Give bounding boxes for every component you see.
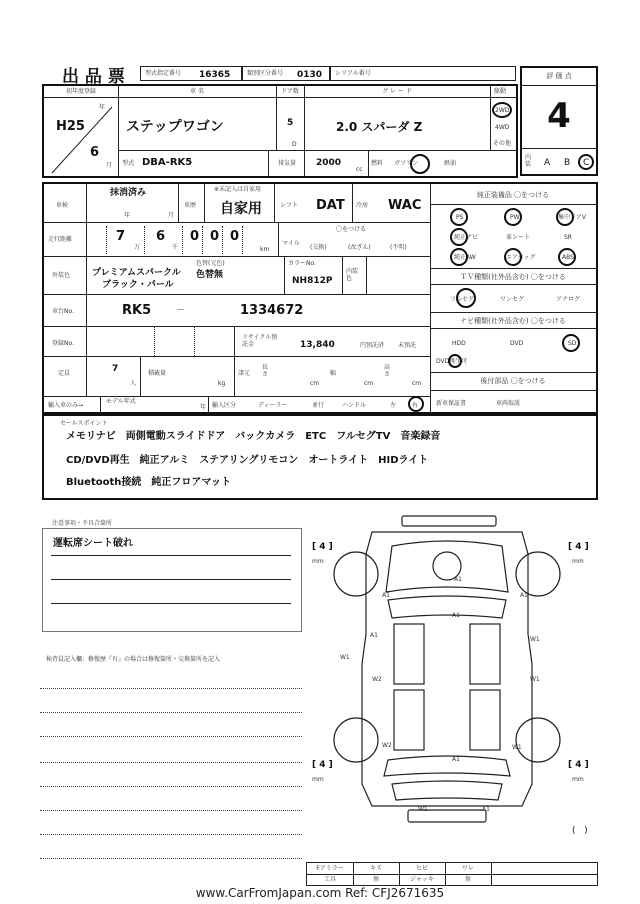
left-label: 左 xyxy=(390,402,397,409)
mileage-digit-1: 7 xyxy=(116,229,126,244)
parallel-label: 並行 xyxy=(312,402,325,409)
month-unit: 月 xyxy=(106,162,113,169)
option-airbag: エアバッグ xyxy=(506,254,536,261)
load-label: 積載量 xyxy=(148,370,167,377)
recycle-label: リサイクル預託金 xyxy=(242,334,278,348)
notes-label: 注意事項・不具合箇所 xyxy=(52,520,113,527)
color-note: 色替(元色) xyxy=(196,260,225,267)
navi-dvd-play-circle xyxy=(448,354,462,368)
score-box xyxy=(520,66,598,176)
tread-rear-left-unit: mm xyxy=(312,776,324,783)
tread-front-left-unit: mm xyxy=(312,558,324,565)
option-pw: PW xyxy=(510,214,520,221)
chassis-prefix: RK5 xyxy=(122,303,152,318)
post-title: 後付部品 〇をつける xyxy=(480,377,546,385)
tread-rear-left: [ 4 ] xyxy=(312,760,333,770)
interior-color-label: 内装色 xyxy=(346,268,359,282)
serial-number-cell xyxy=(330,66,516,81)
interior-c-circle xyxy=(578,154,594,170)
color-code: NH812P xyxy=(292,276,333,286)
color-name-2: ブラック・パール xyxy=(102,280,174,290)
damage-mark-rl-fender: W2 xyxy=(382,742,392,749)
drive-other: その他 xyxy=(493,140,512,147)
vehicle-block xyxy=(42,84,518,178)
load-unit: kg xyxy=(218,380,226,387)
post-manual: 車両取説 xyxy=(496,400,521,407)
year-unit: 年 xyxy=(99,104,106,111)
sen-unit: 千 xyxy=(172,244,179,251)
length-label: 長さ xyxy=(262,364,269,378)
color-name-1: プレミアムスパークル xyxy=(92,268,181,278)
class-number-cell xyxy=(242,66,330,81)
grade-value: 2.0 スパーダ Z xyxy=(336,120,423,134)
width-unit: cm xyxy=(364,380,374,387)
legend-value-4: 無 xyxy=(464,876,471,883)
grade-label: グ レ ー ド xyxy=(382,88,412,95)
title-month-unit: 月 xyxy=(168,212,175,219)
model-value: DBA-RK5 xyxy=(142,157,193,168)
form-number-label: 型式指定番号 xyxy=(145,70,182,77)
selling-points-label: セールスポイント xyxy=(60,420,108,427)
option-central-lock: 集中ドアV xyxy=(558,214,586,221)
legend-header-3: ヒビ xyxy=(415,865,428,872)
fuel-gasoline: ガソリン xyxy=(394,160,419,167)
post-warranty: 新車保証書 xyxy=(436,400,467,407)
legend-table xyxy=(306,862,598,886)
chassis-label: 車台No. xyxy=(52,308,74,315)
form-number-cell xyxy=(140,66,242,81)
model-year-unit: 年 xyxy=(200,404,207,411)
chassis-dash: － xyxy=(176,306,186,316)
height-unit: cm xyxy=(412,380,422,387)
damage-mark-tailgate: A1 xyxy=(452,756,460,763)
mileage-digit-5: 0 xyxy=(230,229,240,244)
option-abs-circle xyxy=(558,248,576,266)
legend-value-1: 工具 xyxy=(323,876,336,883)
option-central-lock-circle xyxy=(556,208,574,226)
cc-unit: cc xyxy=(356,166,363,173)
km-unit: km xyxy=(260,246,270,253)
handle-label: ハンドル xyxy=(342,402,367,409)
form-number: 16365 xyxy=(199,70,231,80)
mileage-digit-4: 0 xyxy=(210,229,220,244)
exchange-label: (交換) xyxy=(310,244,327,251)
modified-label: (改ざん) xyxy=(348,244,371,251)
interior-a: A xyxy=(544,158,551,168)
damage-mark-rear-bumper-right: A1 xyxy=(482,806,490,813)
navi-hdd: HDD xyxy=(452,340,466,347)
legend-header-4: ワレ xyxy=(461,865,474,872)
navi-dvd: DVD xyxy=(510,340,524,347)
damage-mark-rear-bumper-left: W1 xyxy=(418,806,428,813)
tread-front-left: [ 4 ] xyxy=(312,542,333,552)
tread-rear-right: [ 4 ] xyxy=(568,760,589,770)
mileage-label: 走行距離 xyxy=(48,236,73,243)
damage-mark-rl-door: W2 xyxy=(372,676,382,683)
right-circle xyxy=(408,396,424,412)
dims-label: 諸元 xyxy=(238,370,251,377)
drive-2wd: 2WD xyxy=(495,107,510,114)
tread-rear-right-unit: mm xyxy=(572,776,584,783)
color-label: 外装色 xyxy=(52,272,71,279)
navi-dvd-play: DVD再生可 xyxy=(436,358,468,365)
man-unit: 万 xyxy=(134,244,141,251)
mile-mark: 〇をつける xyxy=(336,226,367,233)
tread-spare-bracket: ( ) xyxy=(572,826,588,836)
damage-mark-left-sill: W1 xyxy=(340,654,350,661)
sheet-title: 出 品 票 xyxy=(62,67,125,87)
tv-oneseg: ワンセグ xyxy=(500,296,525,303)
footer-watermark: www.CarFromJapan.com Ref: CFJ2671635 xyxy=(195,886,445,900)
color-code-label: カラーNo. xyxy=(288,260,316,267)
shift-value: DAT xyxy=(316,198,345,213)
details-block xyxy=(42,182,598,414)
damage-mark-fl-fender: A1 xyxy=(382,592,390,599)
navi-title: ナビ種類(社外品含む) 〇をつける xyxy=(460,317,566,325)
option-abs: ABS xyxy=(562,254,574,261)
damage-mark-fr-fender: A1 xyxy=(520,592,528,599)
notes-line-1: 運転席シート破れ xyxy=(53,538,133,549)
title-year-unit: 年 xyxy=(124,212,131,219)
option-navi: 純正ナビ xyxy=(454,234,479,241)
usage-label: 車歴 xyxy=(184,202,197,209)
damage-mark-rr-fender: W1 xyxy=(512,744,522,751)
ac-label: 冷房 xyxy=(356,202,369,209)
tread-front-right: [ 4 ] xyxy=(568,542,589,552)
fuel-label: 燃料 xyxy=(371,160,384,167)
ac-value: WAC xyxy=(388,198,422,213)
selling-point-line-3: Bluetooth接続 純正フロアマット xyxy=(66,477,231,488)
first-reg-year: H25 xyxy=(56,119,85,134)
width-label: 幅 xyxy=(330,370,337,377)
height-label: 高さ xyxy=(384,364,391,378)
recycle-unit: 円預託済 xyxy=(360,342,385,349)
doors-value: 5 xyxy=(287,118,294,128)
seats-label: 定員 xyxy=(58,370,71,377)
right-label: 右 xyxy=(412,402,419,409)
doors-label: ドア数 xyxy=(281,88,299,95)
mileage-digit-3: 0 xyxy=(190,229,200,244)
recycle-amount: 13,840 xyxy=(300,340,335,350)
reg-label: 登録No. xyxy=(52,340,74,347)
options-title: 純正装備品 〇をつける xyxy=(476,191,550,199)
legend-header-2: キズ xyxy=(370,865,382,872)
displacement-label: 排気量 xyxy=(278,160,297,167)
selling-points-box xyxy=(42,414,598,500)
model-year-label: モデル年式 xyxy=(106,398,136,405)
legend-value-2: 無 xyxy=(372,876,379,883)
first-reg-month: 6 xyxy=(90,145,100,160)
serial-number-label: シリアル番号 xyxy=(335,70,371,77)
title-status: 抹消済み xyxy=(110,188,147,198)
damage-mark-fl-door: A1 xyxy=(370,632,378,639)
interior-c: C xyxy=(583,158,590,168)
usage-note: ※未記入は自家用 xyxy=(214,186,262,193)
option-ps: PS xyxy=(456,214,464,221)
legend-header-1: Fアミラー xyxy=(316,865,344,872)
legend-value-3: ジャッキ xyxy=(410,876,434,883)
tv-fullseg-circle xyxy=(456,288,476,308)
option-sr: SR xyxy=(564,234,572,241)
seats-unit: 人 xyxy=(130,380,137,387)
first-reg-label: 初年度登録 xyxy=(65,88,96,95)
option-pw-circle xyxy=(504,208,522,226)
doors-suffix: D xyxy=(292,141,297,148)
tv-fullseg: フルセグ xyxy=(450,296,474,303)
score-label: 評 価 点 xyxy=(546,72,572,80)
tv-analog: アナログ xyxy=(556,296,581,303)
selling-point-line-2: CD/DVD再生 純正アルミ ステアリングリモコン オートライト HIDライト xyxy=(66,455,429,466)
shift-label: シフト xyxy=(280,202,299,209)
option-leather: 革シート xyxy=(506,234,531,241)
drive-2wd-circle xyxy=(492,102,512,118)
damage-mark-rr-door: W1 xyxy=(530,676,540,683)
seats-value: 7 xyxy=(112,364,119,374)
mileage-digit-2: 6 xyxy=(156,229,166,244)
car-name: ステップワゴン xyxy=(126,119,224,135)
car-diagram xyxy=(332,514,562,826)
chassis-number: 1334672 xyxy=(240,303,304,318)
title-status-label: 車検 xyxy=(56,202,69,209)
import-type-label: 輸入区分 xyxy=(212,402,237,409)
inspector-label: 検査員記入欄：修復歴『有』の場合は修復箇所・交換箇所を記入 xyxy=(46,656,221,663)
unknown-label: (不明) xyxy=(390,244,407,251)
model-label: 型式 xyxy=(122,160,135,167)
class-number: 0130 xyxy=(297,70,323,80)
option-ps-circle xyxy=(450,208,468,226)
interior-b: B xyxy=(564,158,571,168)
diesel-label: 軽油 xyxy=(444,160,457,167)
car-name-label: 車 名 xyxy=(190,88,204,95)
length-unit: cm xyxy=(310,380,320,387)
option-airbag-circle xyxy=(504,248,522,266)
damage-mark-roof: A1 xyxy=(452,612,460,619)
navi-sd-circle xyxy=(562,334,580,352)
class-number-label: 類別区分番号 xyxy=(247,70,284,77)
tread-front-right-unit: mm xyxy=(572,558,584,565)
notes-box xyxy=(42,528,302,632)
recycle-no: 未預託 xyxy=(398,342,417,349)
score-value: 4 xyxy=(547,96,571,136)
selling-point-line-1: メモリナビ 両側電動スライドドア バックカメラ ETC フルセグTV 音楽録音 xyxy=(66,431,441,442)
usage-value: 自家用 xyxy=(220,201,262,217)
navi-sd: SD xyxy=(568,340,577,347)
option-aw: 純正AW xyxy=(454,254,476,261)
displacement-value: 2000 xyxy=(316,158,342,168)
option-aw-circle xyxy=(450,248,468,266)
damage-mark-hood: A1 xyxy=(454,576,462,583)
tv-title: ＴＶ種類(社外品含む) 〇をつける xyxy=(460,273,566,281)
dealer-label: ディーラー xyxy=(258,402,288,409)
damage-mark-fr-door: W1 xyxy=(530,636,540,643)
drive-4wd: 4WD xyxy=(495,124,510,131)
interior-label: 内装 xyxy=(525,154,532,168)
import-label: 輸入車のみ→ xyxy=(48,402,84,409)
color-change: 色替無 xyxy=(196,270,224,280)
fuel-gasoline-circle xyxy=(410,154,430,174)
mile-label: マイル xyxy=(282,240,300,247)
option-navi-circle xyxy=(450,228,468,246)
drive-label: 駆動 xyxy=(494,88,507,95)
